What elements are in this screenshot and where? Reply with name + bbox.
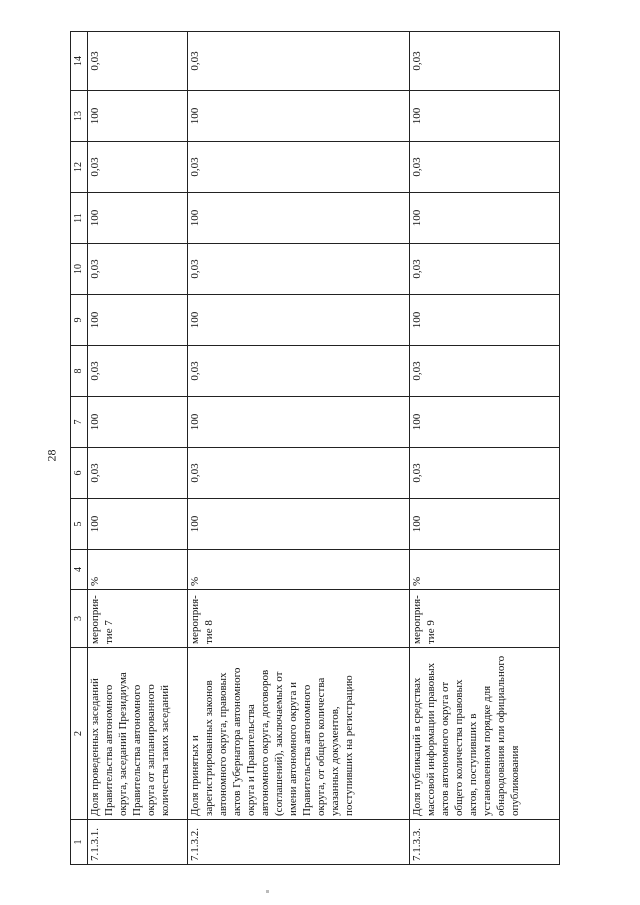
rotated-table-container [70, 32, 560, 865]
value-cell: 0,03 [188, 142, 410, 193]
value-cell: 100 [188, 499, 410, 550]
event-cell: мероприя-тие 8 [188, 590, 410, 648]
unit-cell: % [88, 550, 188, 590]
value-cell: 0,03 [88, 142, 188, 193]
table-row [188, 32, 410, 865]
value-cell: 100 [410, 91, 560, 142]
page-number: 28 [44, 449, 59, 462]
value-cell: 0,03 [188, 448, 410, 499]
value-cell: 0,03 [188, 346, 410, 397]
header-cell: 12 [71, 142, 88, 193]
value-cell: 100 [410, 397, 560, 448]
scan-speck [266, 890, 269, 893]
table-row [88, 32, 188, 865]
value-cell: 100 [410, 295, 560, 346]
value-cell: 100 [410, 499, 560, 550]
value-cell: 0,03 [410, 32, 560, 91]
header-cell: 3 [71, 590, 88, 648]
header-cell: 10 [71, 244, 88, 295]
value-cell: 0,03 [188, 32, 410, 91]
header-cell: 7 [71, 397, 88, 448]
row-code: 7.1.3.1. [88, 820, 188, 865]
value-cell: 100 [88, 91, 188, 142]
value-cell: 0,03 [88, 244, 188, 295]
unit-cell: % [188, 550, 410, 590]
value-cell: 0,03 [410, 244, 560, 295]
header-row [71, 32, 88, 865]
table-row [410, 32, 560, 865]
value-cell: 0,03 [410, 346, 560, 397]
value-cell: 100 [188, 295, 410, 346]
value-cell: 100 [410, 193, 560, 244]
value-cell: 0,03 [88, 346, 188, 397]
value-cell: 100 [88, 295, 188, 346]
indicator-name: Доля публикаций в средствах массовой информации правовых актов автономного округа от общего количества правовых актов, поступивших в установленном порядке для обнародования или официального опубликования [410, 648, 560, 820]
row-code: 7.1.3.2. [188, 820, 410, 865]
header-cell: 6 [71, 448, 88, 499]
indicators-table [70, 31, 560, 865]
value-cell: 0,03 [188, 244, 410, 295]
header-cell: 4 [71, 550, 88, 590]
value-cell: 0,03 [88, 448, 188, 499]
value-cell: 100 [188, 397, 410, 448]
header-cell: 14 [71, 32, 88, 91]
header-cell: 1 [71, 820, 88, 865]
header-cell: 2 [71, 648, 88, 820]
value-cell: 0,03 [88, 32, 188, 91]
header-cell: 5 [71, 499, 88, 550]
header-cell: 13 [71, 91, 88, 142]
event-cell: мероприя-тие 7 [88, 590, 188, 648]
value-cell: 0,03 [410, 448, 560, 499]
value-cell: 100 [188, 91, 410, 142]
header-cell: 9 [71, 295, 88, 346]
indicator-name: Доля проведенных заседаний Правительства автономного округа, заседаний Президиума Правительства автономного округа от запланированного количества таких заседаний [88, 648, 188, 820]
value-cell: 100 [188, 193, 410, 244]
value-cell: 100 [88, 499, 188, 550]
row-code: 7.1.3.3. [410, 820, 560, 865]
value-cell: 100 [88, 397, 188, 448]
value-cell: 100 [88, 193, 188, 244]
header-cell: 11 [71, 193, 88, 244]
event-cell: мероприя-тие 9 [410, 590, 560, 648]
unit-cell: % [410, 550, 560, 590]
indicator-name: Доля принятых и зарегистрированных законов автономного округа, правовых актов Губернатора автономного округа и Правительства автономного округа, договоров (соглашений), заключаемых от имени автономного округа и Правительства автономного округа, от общего количества указанных документов, поступивших на регистрацию [188, 648, 410, 820]
value-cell: 0,03 [410, 142, 560, 193]
header-cell: 8 [71, 346, 88, 397]
